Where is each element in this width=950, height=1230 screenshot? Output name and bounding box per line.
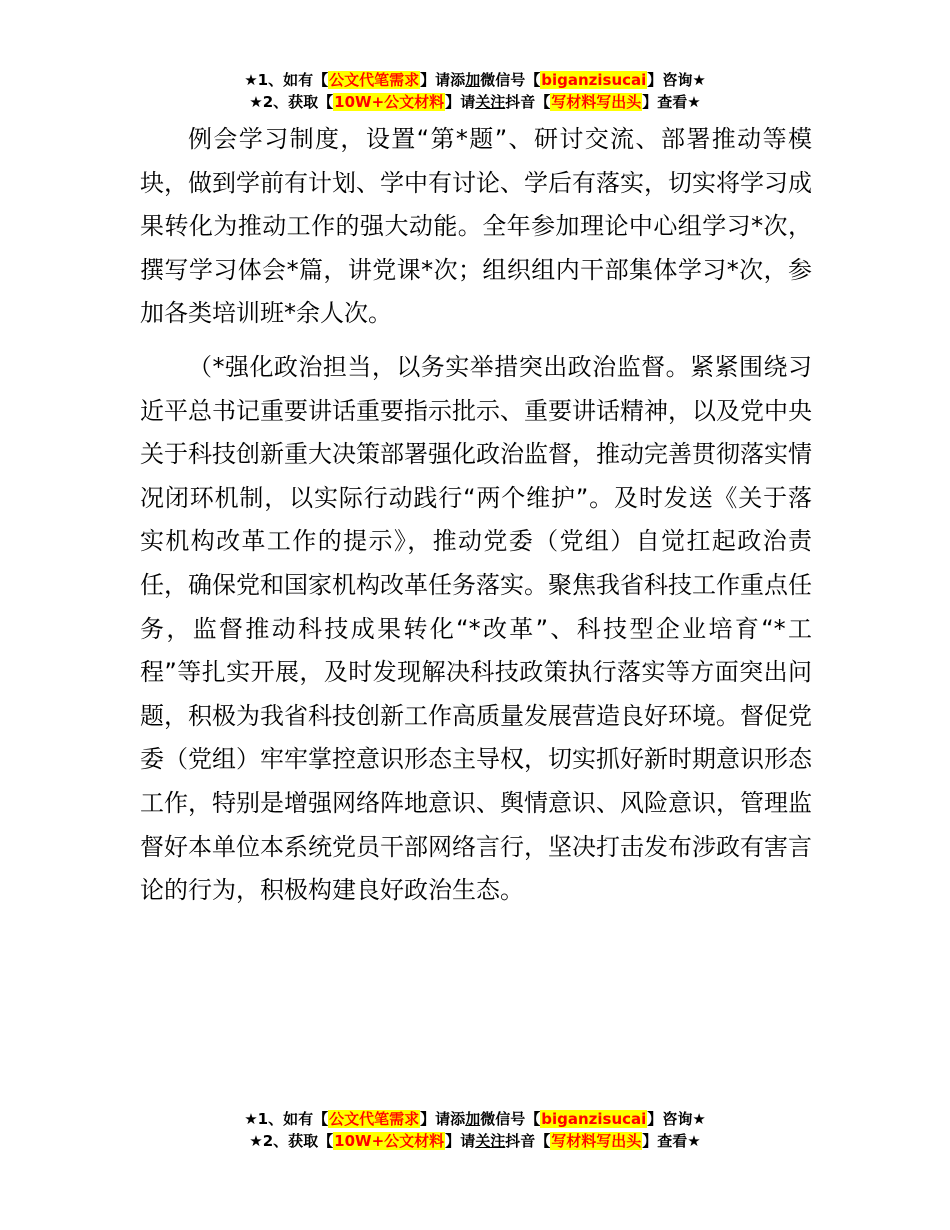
highlight-wechat-id: biganzisucai <box>541 1110 647 1128</box>
banner-bracket-close: 】 <box>642 93 658 111</box>
banner-bracket-open: 【 <box>525 71 541 89</box>
banner-line-1-text: 请添 <box>435 1110 466 1128</box>
banner-line-1-prefix: ★1、如有 <box>244 71 314 89</box>
body-paragraph-2: （*强化政治担当，以务实举措突出政治监督。紧紧围绕习近平总书记重要讲话重要指示批示、重要讲话精神，以及党中央关于科技创新重大决策部署强化政治监督，推动完善贯彻落实情况闭环机制，以实际行动践行“两个维护”。及时发送《关于落实机构改革工作的提示》，推动党委（党组）自觉扛起政治责任，确保党和国家机构改革任务落实。聚焦我省科技工作重点任务，监督推动科技成果转化“*改革”、科技型企业培育“*工程”等扎实开展，及时发现解决科技政策执行落实等方面突出问题，积极为我省科技创新工作高质量发展营造良好环境。督促党委（党组）牢牢掌控意识形态主导权，切实抓好新时期意识形态工作，特别是增强网络阵地意识、舆情意识、风险意识，管理监督好本单位本系统党员干部网络言行，坚决打击发布涉政有害言论的行为，积极构建良好政治生态。 <box>140 352 812 905</box>
document-body <box>140 118 812 913</box>
banner-bracket-close: 】 <box>445 93 461 111</box>
body-paragraph-1: 例会学习制度，设置“第*题”、研讨交流、部署推动等模块，做到学前有计划、学中有讨论、学后有落实，切实将学习成果转化为推动工作的强大动能。全年参加理论中心组学习*次，撰写学习体会*篇，讲党课*次；组织组内干部集体学习*次，参加各类培训班*余人次。 <box>140 125 812 328</box>
banner-line-1-underlined: 加 <box>465 71 481 89</box>
banner-bracket-close: 】 <box>420 71 436 89</box>
highlight-ghostwriting-service: 公文代笔需求 <box>329 1110 420 1128</box>
banner-line-2 <box>0 91 950 113</box>
banner-line-1-underlined: 加 <box>465 1110 481 1128</box>
banner-bracket-open: 【 <box>313 1110 329 1128</box>
banner-bracket-open: 【 <box>525 1110 541 1128</box>
banner-bracket-close: 】 <box>420 1110 436 1128</box>
footer-banner <box>0 1108 950 1152</box>
banner-line-1-text-2: 微信号 <box>480 1110 526 1128</box>
highlight-materials: 10W+公文材料 <box>334 93 445 111</box>
banner-bracket-open: 【 <box>535 1132 551 1150</box>
banner-line-1 <box>0 69 950 91</box>
banner-line-1-prefix: ★1、如有 <box>244 1110 314 1128</box>
banner-line-1-suffix: 咨询★ <box>662 1110 706 1128</box>
banner-line-2-prefix: ★2、获取 <box>249 93 319 111</box>
banner-line-2-text-2: 抖音 <box>505 1132 536 1150</box>
banner-line-1 <box>0 1108 950 1130</box>
highlight-materials: 10W+公文材料 <box>334 1132 445 1150</box>
banner-line-2-underlined: 关注 <box>475 1132 506 1150</box>
banner-bracket-open: 【 <box>318 1132 334 1150</box>
banner-bracket-open: 【 <box>318 93 334 111</box>
banner-bracket-close: 】 <box>642 1132 658 1150</box>
banner-line-1-suffix: 咨询★ <box>662 71 706 89</box>
banner-bracket-close: 】 <box>445 1132 461 1150</box>
banner-line-1-text: 请添 <box>435 71 466 89</box>
banner-line-2-prefix: ★2、获取 <box>249 1132 319 1150</box>
banner-line-1-text-2: 微信号 <box>480 71 526 89</box>
banner-line-2-underlined: 关注 <box>475 93 506 111</box>
banner-bracket-close: 】 <box>647 1110 663 1128</box>
banner-line-2-text-2: 抖音 <box>505 93 536 111</box>
highlight-douyin-account: 写材料写出头 <box>551 93 642 111</box>
banner-line-2-suffix: 查看★ <box>657 93 701 111</box>
banner-bracket-close: 】 <box>647 71 663 89</box>
banner-bracket-open: 【 <box>535 93 551 111</box>
header-banner <box>0 69 950 113</box>
banner-line-2 <box>0 1130 950 1152</box>
banner-line-2-text: 请 <box>460 1132 476 1150</box>
banner-bracket-open: 【 <box>313 71 329 89</box>
highlight-wechat-id: biganzisucai <box>541 71 647 89</box>
highlight-douyin-account: 写材料写出头 <box>551 1132 642 1150</box>
highlight-ghostwriting-service: 公文代笔需求 <box>329 71 420 89</box>
banner-line-2-suffix: 查看★ <box>657 1132 701 1150</box>
banner-line-2-text: 请 <box>460 93 476 111</box>
